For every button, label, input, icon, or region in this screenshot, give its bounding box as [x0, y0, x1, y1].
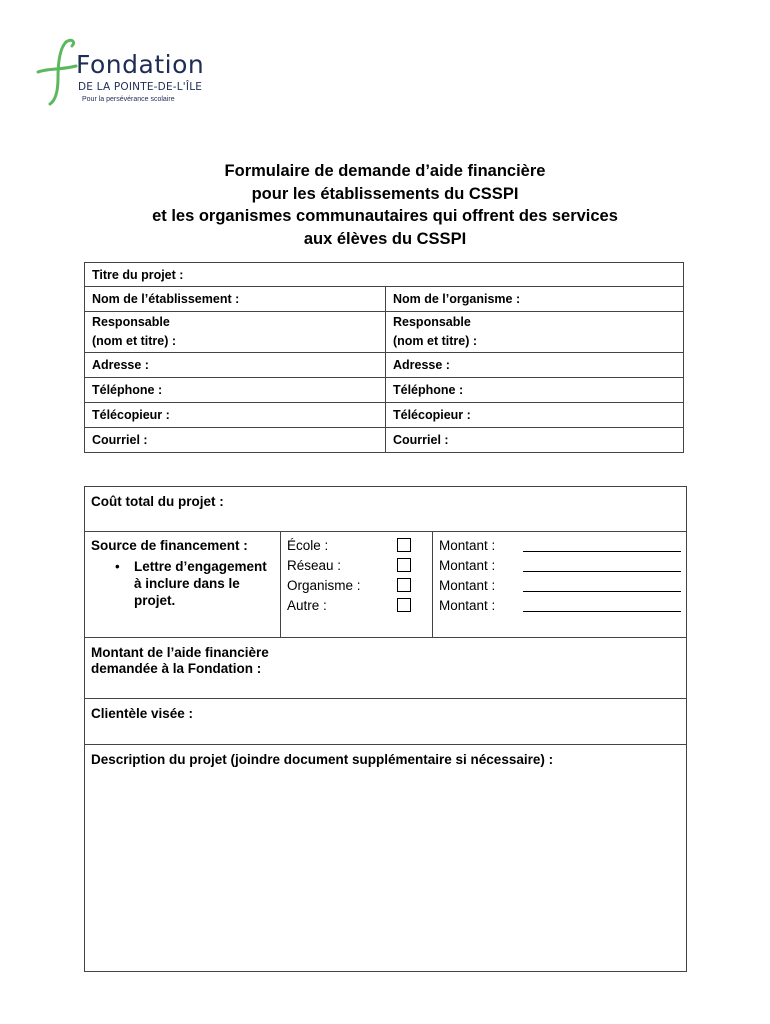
- description-label: Description du projet (joindre document supplémentaire si nécessaire) :: [91, 752, 554, 767]
- montant-cell: [433, 532, 686, 637]
- montant-organisme-label: Montant :: [439, 578, 496, 593]
- description-field[interactable]: [85, 745, 686, 971]
- montant-demande-label: [91, 645, 269, 677]
- title-line-1: Formulaire de demande d’aide financière: [224, 162, 546, 180]
- cout-total-field[interactable]: [85, 487, 686, 532]
- courriel-etablissement-field[interactable]: Courriel :: [85, 428, 386, 453]
- responsable-organisme-field[interactable]: [386, 312, 684, 353]
- montant-ecole-label: Montant :: [439, 538, 496, 553]
- note-line-3: projet.: [134, 593, 176, 608]
- montant-demande-line-1: Montant de l’aide financière: [91, 645, 269, 660]
- source-organisme-checkbox[interactable]: [397, 578, 411, 592]
- nom-etablissement-field[interactable]: Nom de l’établissement :: [85, 287, 386, 312]
- source-reseau-label: Réseau :: [287, 558, 342, 573]
- responsable-sublabel: (nom et titre) :: [393, 334, 478, 348]
- note-line-1: Lettre d’engagement: [134, 559, 267, 574]
- source-label-cell: [85, 532, 281, 637]
- source-financement-section: [85, 532, 686, 638]
- note-line-2: à inclure dans le: [134, 576, 240, 591]
- montant-demande-field[interactable]: [85, 638, 686, 699]
- responsable-label: Responsable: [393, 315, 471, 329]
- fondation-logo: [36, 38, 205, 108]
- bullet-icon: •: [115, 559, 120, 574]
- title-line-3: et les organismes communautaires qui offrent des services: [152, 207, 618, 225]
- responsable-sublabel: (nom et titre) :: [92, 334, 177, 348]
- titre-projet-field[interactable]: Titre du projet :: [85, 263, 684, 287]
- source-reseau-checkbox[interactable]: [397, 558, 411, 572]
- funding-table: [84, 486, 687, 972]
- source-autre-label: Autre :: [287, 598, 327, 613]
- montant-reseau-line[interactable]: [523, 570, 681, 572]
- info-table: [84, 262, 684, 453]
- montant-organisme-line[interactable]: [523, 590, 681, 592]
- telecopieur-organisme-field[interactable]: Télécopieur :: [386, 403, 684, 428]
- title-line-2: pour les établissements du CSSPI: [251, 184, 519, 203]
- adresse-organisme-field[interactable]: Adresse :: [386, 353, 684, 378]
- source-financement-label: Source de financement :: [91, 538, 248, 553]
- logo-tagline: Pour la persévérance scolaire: [82, 96, 175, 103]
- montant-reseau-label: Montant :: [439, 558, 496, 573]
- lettre-engagement-note: [134, 558, 267, 609]
- telephone-organisme-field[interactable]: Téléphone :: [386, 378, 684, 403]
- telecopieur-etablissement-field[interactable]: Télécopieur :: [85, 403, 386, 428]
- responsable-etablissement-field[interactable]: [85, 312, 386, 353]
- adresse-etablissement-field[interactable]: Adresse :: [85, 353, 386, 378]
- cout-total-label: Coût total du projet :: [91, 494, 224, 509]
- source-ecole-label: École :: [287, 538, 329, 553]
- logo-subtitle: DE LA POINTE-DE-L'ÎLE: [78, 81, 203, 93]
- montant-ecole-line[interactable]: [523, 550, 681, 552]
- clientele-label: Clientèle visée :: [91, 706, 194, 721]
- nom-organisme-field[interactable]: Nom de l’organisme :: [386, 287, 684, 312]
- courriel-organisme-field[interactable]: Courriel :: [386, 428, 684, 453]
- telephone-etablissement-field[interactable]: Téléphone :: [85, 378, 386, 403]
- responsable-label: Responsable: [92, 315, 170, 329]
- montant-autre-label: Montant :: [439, 598, 496, 613]
- form-title: [60, 160, 710, 250]
- title-line-4: aux élèves du CSSPI: [303, 229, 467, 248]
- montant-demande-line-2: demandée à la Fondation :: [91, 661, 262, 676]
- source-ecole-checkbox[interactable]: [397, 538, 411, 552]
- logo-name: Fondation: [76, 50, 205, 79]
- source-organisme-label: Organisme :: [287, 578, 361, 593]
- montant-autre-line[interactable]: [523, 610, 681, 612]
- clientele-field[interactable]: [85, 699, 686, 745]
- source-autre-checkbox[interactable]: [397, 598, 411, 612]
- source-options-cell: [281, 532, 433, 637]
